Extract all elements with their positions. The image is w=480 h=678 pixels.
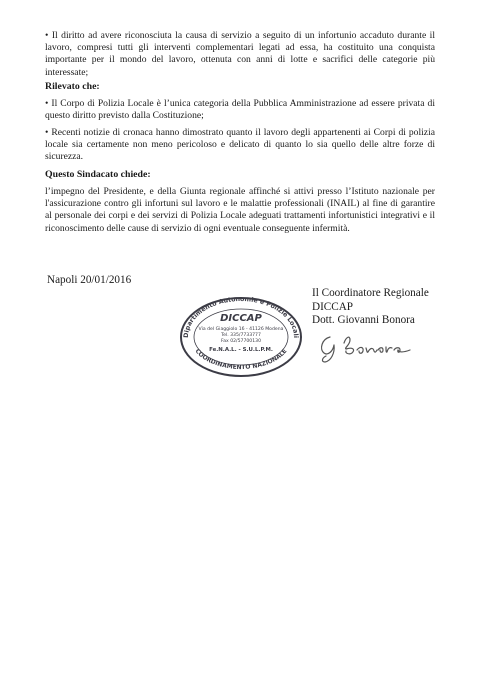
- signer-organization: DICCAP: [312, 300, 354, 313]
- handwritten-signature: [316, 331, 416, 365]
- stamp-fax: Fax 02/57700130: [221, 339, 261, 344]
- stamp-tel: Tel. 335/7733777: [221, 333, 261, 338]
- signer-name: Dott. Giovanni Bonora: [312, 314, 415, 327]
- document-date: Napoli 20/01/2016: [47, 274, 132, 286]
- paragraph-causa-servizio: • Il diritto ad avere riconosciuta la causa di servizio a seguito di un infortunio accaduto durante il lavoro, compresi tutti gli interventi complementari legati ad essa, ha costituito una conquista importante per il mondo del lavoro, ottenuta con anni di lotte e sacrifici delle categorie più interessate;: [45, 30, 435, 78]
- stamp-address: Via del Giaggiolo 16 - 41126 Modena: [198, 327, 284, 332]
- paragraph-polizia-locale: • Il Corpo di Polizia Locale è l’unica categoria della Pubblica Amministrazione ad essere privata di questo diritto previsto dalla Costituzione;: [45, 98, 435, 122]
- heading-sindacato-chiede: Questo Sindacato chiede:: [45, 169, 151, 180]
- stamp-federation: Fe.N.A.L. - S.U.L.P.M.: [209, 347, 273, 353]
- stamp-brand: DICCAP: [220, 313, 262, 324]
- signer-role: Il Coordinatore Regionale: [312, 287, 429, 299]
- heading-rilevato: Rilevato che:: [45, 81, 100, 92]
- union-stamp: [178, 293, 304, 377]
- stamp-bottom-arc-text: COORDINAMENTO NAZIONALE: [193, 347, 289, 372]
- paragraph-cronaca: • Recenti notizie di cronaca hanno dimostrato quanto il lavoro degli appartenenti ai Corpi di polizia locale sia certamente non meno pericoloso e delicato di quanto lo sia quello delle altre forze di sicurezza.: [45, 127, 435, 163]
- paragraph-richiesta: l’impegno del Presidente, e della Giunta regionale affinché si attivi presso l’Istituto nazionale per l'assicurazione contro gli infortuni sul lavoro e le malattie professionali (INAIL) al fine di garantire al personale dei corpi e dei servizi di Polizia Locale adeguati trattamenti infortunistici integrativi e il riconoscimento delle cause di servizio di ogni eventuale conseguente infermità.: [45, 186, 435, 234]
- signature-block: [312, 287, 429, 328]
- stamp-top-arc-text: Dipartimento Autonomie e Polizie Locali: [182, 295, 300, 339]
